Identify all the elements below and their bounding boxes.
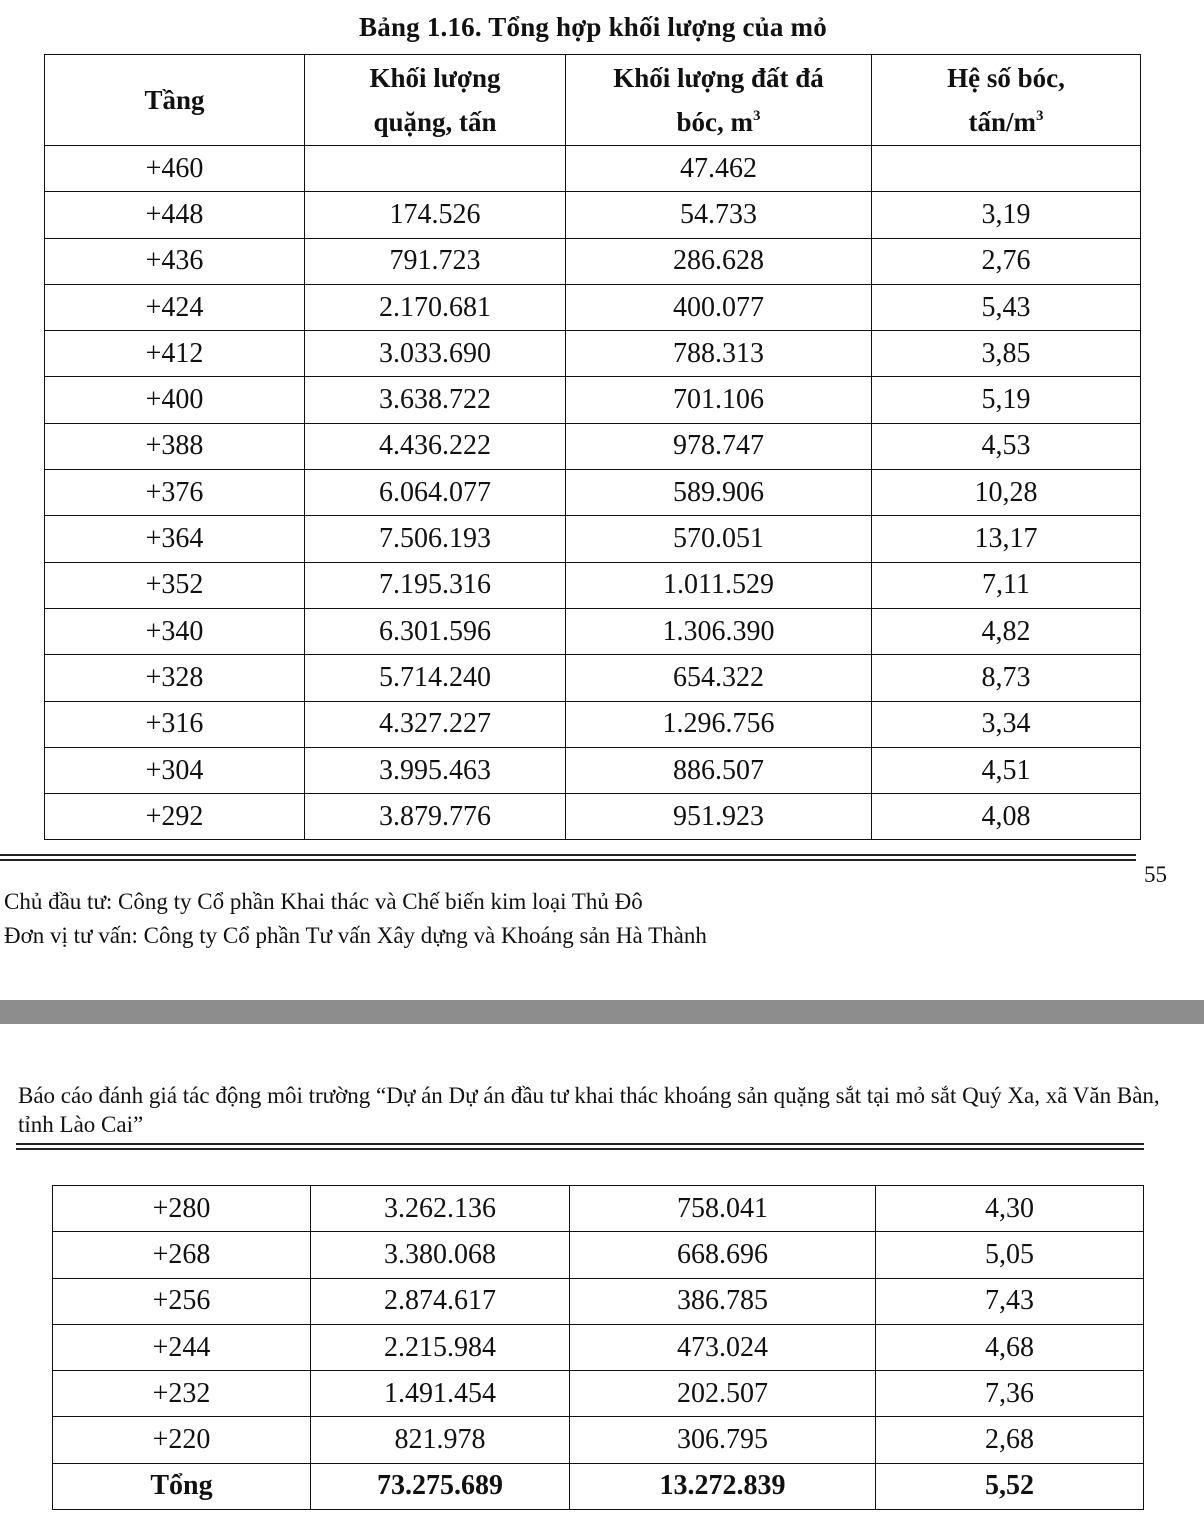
table-cell: +220 bbox=[53, 1417, 311, 1463]
table-title: Bảng 1.16. Tổng hợp khối lượng của mỏ bbox=[359, 12, 827, 42]
header-waste-volume: Khối lượng đất đá bóc, $m^3$ bbox=[566, 55, 872, 146]
header-stripping-ratio: Hệ số bóc, tấn/$m^3$ bbox=[872, 55, 1141, 146]
total-cell: Tổng bbox=[53, 1463, 311, 1509]
table-row bbox=[53, 1324, 1144, 1370]
table-cell: 4,53 bbox=[872, 423, 1141, 469]
table-cell: +376 bbox=[45, 470, 305, 516]
table-cell: 5,05 bbox=[876, 1232, 1144, 1278]
table-cell: 2.874.617 bbox=[311, 1278, 570, 1324]
table-row bbox=[45, 377, 1141, 423]
table-cell: 4.327.227 bbox=[305, 701, 566, 747]
table-cell: 4,68 bbox=[876, 1324, 1144, 1370]
table-cell: 3.879.776 bbox=[305, 794, 566, 840]
header-rule bbox=[16, 1143, 1144, 1145]
table-row bbox=[45, 794, 1141, 840]
table-cell: 7,11 bbox=[872, 562, 1141, 608]
table-cell: 3,85 bbox=[872, 331, 1141, 377]
footer-investor: Chủ đầu tư: Công ty Cổ phần Khai thác và Chế biến kim loại Thủ Đô bbox=[4, 889, 643, 914]
header-ore-volume: Khối lượng quặng, tấn bbox=[305, 55, 566, 146]
table-cell: 4,30 bbox=[876, 1186, 1144, 1232]
table-cell: 3.262.136 bbox=[311, 1186, 570, 1232]
table-cell: 386.785 bbox=[570, 1278, 876, 1324]
table-cell bbox=[305, 146, 566, 192]
table-cell: 978.747 bbox=[566, 423, 872, 469]
table-cell: 5,43 bbox=[872, 284, 1141, 330]
table-cell bbox=[872, 146, 1141, 192]
table-cell: 3.380.068 bbox=[311, 1232, 570, 1278]
table-cell: 174.526 bbox=[305, 192, 566, 238]
table-cell: 4.436.222 bbox=[305, 423, 566, 469]
table-cell: +232 bbox=[53, 1371, 311, 1417]
table-cell: 654.322 bbox=[566, 655, 872, 701]
table-cell: 3.995.463 bbox=[305, 747, 566, 793]
footer-consultant: Đơn vị tư vấn: Công ty Cổ phần Tư vấn Xây dựng và Khoáng sản Hà Thành bbox=[4, 923, 707, 948]
page-header: Báo cáo đánh giá tác động môi trường “Dự án Dự án đầu tư khai thác khoáng sản quặng sắt tại mỏ sắt Quý Xa, xã Văn Bàn, tỉnh Lào Cai” bbox=[18, 1083, 1160, 1137]
table-cell: 400.077 bbox=[566, 284, 872, 330]
table-row bbox=[45, 470, 1141, 516]
table-cell: 10,28 bbox=[872, 470, 1141, 516]
table-cell: 951.923 bbox=[566, 794, 872, 840]
table-cell: 1.306.390 bbox=[566, 608, 872, 654]
table-cell: 3,19 bbox=[872, 192, 1141, 238]
table-row bbox=[53, 1232, 1144, 1278]
mine-volume-table bbox=[44, 54, 1141, 840]
table-cell: 5.714.240 bbox=[305, 655, 566, 701]
mine-volume-table-continued bbox=[52, 1185, 1144, 1510]
table-cell: 8,73 bbox=[872, 655, 1141, 701]
table-cell: +316 bbox=[45, 701, 305, 747]
table-cell: 791.723 bbox=[305, 238, 566, 284]
table-row bbox=[45, 608, 1141, 654]
total-cell: 13.272.839 bbox=[570, 1463, 876, 1509]
table-row bbox=[45, 423, 1141, 469]
total-row bbox=[53, 1463, 1144, 1509]
table-cell: 821.978 bbox=[311, 1417, 570, 1463]
table-cell: 3.638.722 bbox=[305, 377, 566, 423]
table-cell: 286.628 bbox=[566, 238, 872, 284]
table-row bbox=[45, 146, 1141, 192]
page-separator bbox=[0, 1000, 1204, 1024]
table-cell: 2.170.681 bbox=[305, 284, 566, 330]
table-cell: 2,68 bbox=[876, 1417, 1144, 1463]
table-row bbox=[45, 655, 1141, 701]
footer-rule bbox=[0, 854, 1136, 856]
table-row bbox=[53, 1278, 1144, 1324]
table-cell: 6.064.077 bbox=[305, 470, 566, 516]
table-row bbox=[45, 516, 1141, 562]
table-row bbox=[45, 331, 1141, 377]
table-row bbox=[45, 192, 1141, 238]
table-row bbox=[45, 747, 1141, 793]
table-cell: +328 bbox=[45, 655, 305, 701]
table-cell: 4,82 bbox=[872, 608, 1141, 654]
table-cell: +436 bbox=[45, 238, 305, 284]
table-row bbox=[53, 1186, 1144, 1232]
total-cell: 73.275.689 bbox=[311, 1463, 570, 1509]
table-cell: +244 bbox=[53, 1324, 311, 1370]
table-cell: +340 bbox=[45, 608, 305, 654]
table-row bbox=[45, 284, 1141, 330]
table-cell: 47.462 bbox=[566, 146, 872, 192]
header-tang: Tầng bbox=[45, 55, 305, 146]
table-cell: +292 bbox=[45, 794, 305, 840]
table-cell: 4,08 bbox=[872, 794, 1141, 840]
table-header-row bbox=[45, 55, 1141, 146]
table-cell: 3,34 bbox=[872, 701, 1141, 747]
table-cell: 5,19 bbox=[872, 377, 1141, 423]
footer-rule bbox=[0, 859, 1136, 861]
table-cell: 306.795 bbox=[570, 1417, 876, 1463]
table-cell: +256 bbox=[53, 1278, 311, 1324]
table-row bbox=[53, 1417, 1144, 1463]
table-cell: 473.024 bbox=[570, 1324, 876, 1370]
table-cell: 1.296.756 bbox=[566, 701, 872, 747]
table-cell: +280 bbox=[53, 1186, 311, 1232]
table-cell: 701.106 bbox=[566, 377, 872, 423]
table-row bbox=[45, 238, 1141, 284]
table-cell: 668.696 bbox=[570, 1232, 876, 1278]
table-cell: 758.041 bbox=[570, 1186, 876, 1232]
table-cell: +352 bbox=[45, 562, 305, 608]
table-row bbox=[53, 1371, 1144, 1417]
table-cell: +412 bbox=[45, 331, 305, 377]
table-row bbox=[45, 562, 1141, 608]
table-cell: 54.733 bbox=[566, 192, 872, 238]
table-cell: 3.033.690 bbox=[305, 331, 566, 377]
table-cell: 6.301.596 bbox=[305, 608, 566, 654]
table-cell: +268 bbox=[53, 1232, 311, 1278]
table-cell: 886.507 bbox=[566, 747, 872, 793]
table-cell: 788.313 bbox=[566, 331, 872, 377]
table-cell: +304 bbox=[45, 747, 305, 793]
table-cell: 7.195.316 bbox=[305, 562, 566, 608]
table-cell: 202.507 bbox=[570, 1371, 876, 1417]
table-cell: +388 bbox=[45, 423, 305, 469]
table-cell: 1.011.529 bbox=[566, 562, 872, 608]
table-cell: +448 bbox=[45, 192, 305, 238]
document-page-2 bbox=[0, 1024, 1204, 1536]
page-number: 55 bbox=[1144, 862, 1167, 887]
header-rule bbox=[16, 1148, 1144, 1150]
table-cell: 2.215.984 bbox=[311, 1324, 570, 1370]
table-cell: 570.051 bbox=[566, 516, 872, 562]
table-cell: +364 bbox=[45, 516, 305, 562]
total-cell: 5,52 bbox=[876, 1463, 1144, 1509]
table-cell: 7,36 bbox=[876, 1371, 1144, 1417]
table-cell: 589.906 bbox=[566, 470, 872, 516]
table-cell: +424 bbox=[45, 284, 305, 330]
table-cell: 7.506.193 bbox=[305, 516, 566, 562]
table-cell: 13,17 bbox=[872, 516, 1141, 562]
table-cell: 7,43 bbox=[876, 1278, 1144, 1324]
table-cell: 1.491.454 bbox=[311, 1371, 570, 1417]
table-cell: 2,76 bbox=[872, 238, 1141, 284]
table-cell: 4,51 bbox=[872, 747, 1141, 793]
table-row bbox=[45, 701, 1141, 747]
table-cell: +460 bbox=[45, 146, 305, 192]
table-cell: +400 bbox=[45, 377, 305, 423]
